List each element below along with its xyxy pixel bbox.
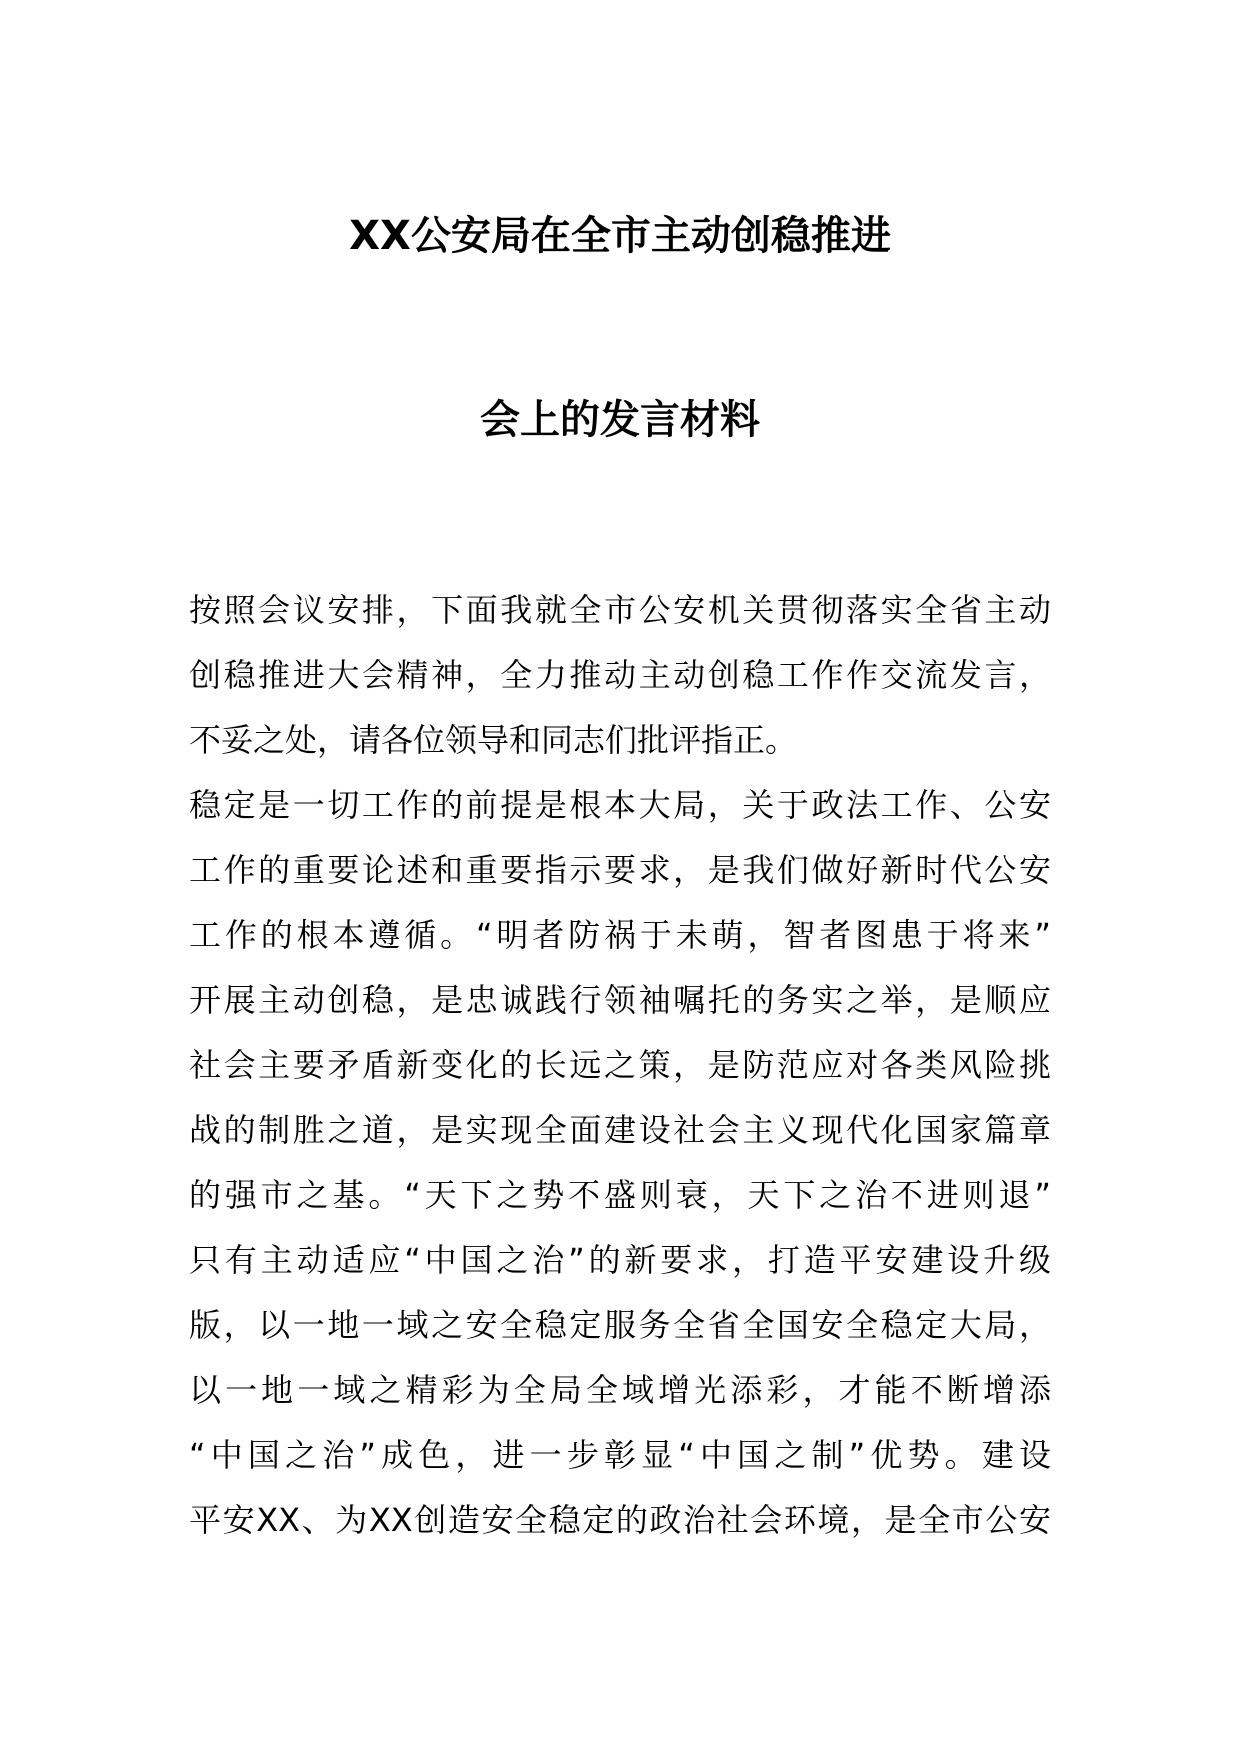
paragraph-line: 的强市之基。“天下之势不盛则衰，天下之治不进则退” bbox=[189, 1176, 1051, 1214]
document-body bbox=[189, 578, 1051, 1553]
paragraph-line: 战的制胜之道，是实现全面建设社会主义现代化国家篇章 bbox=[189, 1111, 1051, 1149]
paragraph-line: “中国之治”成色，进一步彰显“中国之制”优势。建设 bbox=[189, 1436, 1051, 1474]
paragraph-line: 工作的重要论述和重要指示要求，是我们做好新时代公安 bbox=[189, 851, 1051, 889]
paragraph-line: 社会主要矛盾新变化的长远之策，是防范应对各类风险挑 bbox=[189, 1046, 1051, 1084]
paragraph-line: 平安XX、为XX创造安全稳定的政治社会环境，是全市公安 bbox=[189, 1501, 1051, 1539]
document-title-line-1: XX公安局在全市主动创稳推进 bbox=[349, 213, 891, 259]
paragraph-line: 工作的根本遵循。“明者防祸于未萌，智者图患于将来” bbox=[189, 916, 1051, 954]
paragraph-line: 稳定是一切工作的前提是根本大局，关于政法工作、公安 bbox=[189, 786, 1051, 824]
paragraph-line: 创稳推进大会精神，全力推动主动创稳工作作交流发言， bbox=[189, 656, 1051, 694]
paragraph-line: 版，以一地一域之安全稳定服务全省全国安全稳定大局， bbox=[189, 1306, 1051, 1344]
paragraph-2 bbox=[189, 773, 1051, 1553]
paragraph-line: 以一地一域之精彩为全局全域增光添彩，才能不断增添 bbox=[189, 1371, 1051, 1409]
document-title-line-2: 会上的发言材料 bbox=[480, 397, 760, 443]
paragraph-line: 不妥之处，请各位领导和同志们批评指正。 bbox=[189, 721, 798, 759]
paragraph-line: 开展主动创稳，是忠诚践行领袖嘱托的务实之举，是顺应 bbox=[189, 981, 1051, 1019]
paragraph-1 bbox=[189, 578, 1051, 773]
paragraph-line: 按照会议安排，下面我就全市公安机关贯彻落实全省主动 bbox=[189, 591, 1051, 629]
paragraph-line: 只有主动适应“中国之治”的新要求，打造平安建设升级 bbox=[189, 1241, 1051, 1279]
